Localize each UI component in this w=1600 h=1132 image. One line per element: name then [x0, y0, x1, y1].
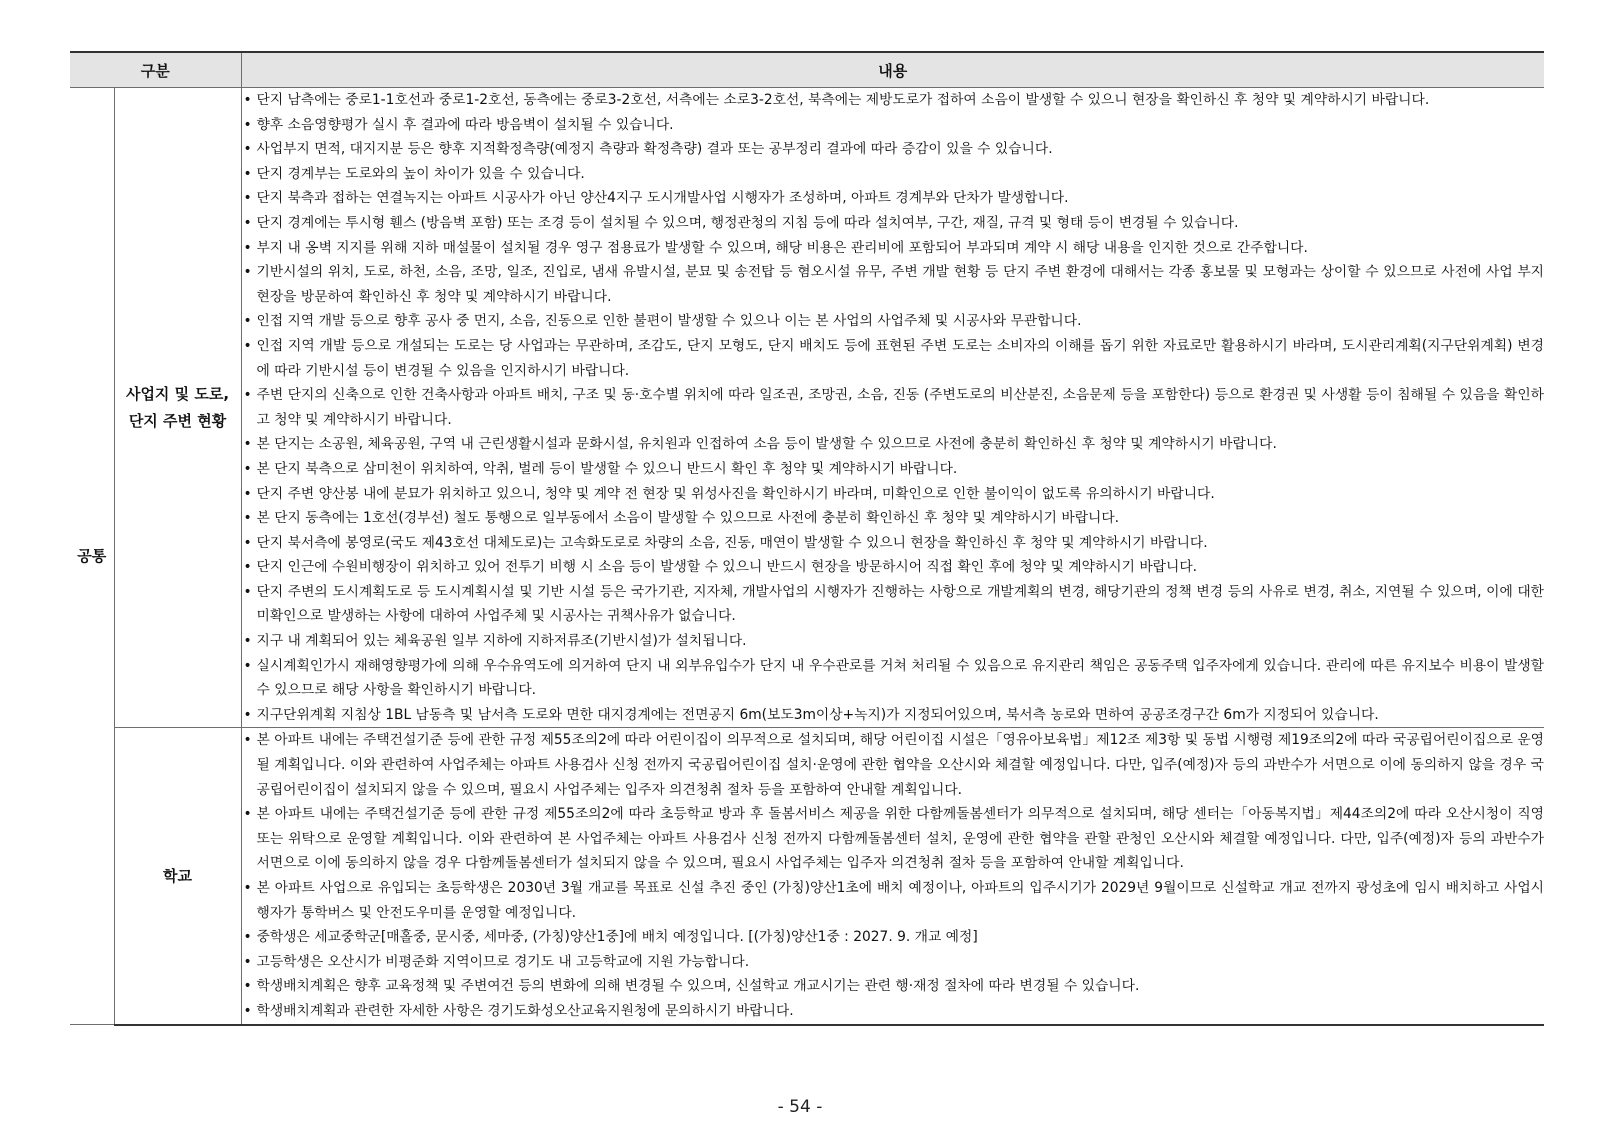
section-label-school: [114, 728, 241, 1025]
notice-item: • 기반시설의 위치, 도로, 하천, 소음, 조망, 일조, 진입로, 냄새 유발시설, 분묘 및 송전탑 등 혐오시설 유무, 주변 개발 현황 등 단지 주변 환경에 대해서는 각종 홍보물 및 모형과는 상이할 수 있으므로 사전에 사업 부지 현장을 방문하여 확인하신 후 청약 및 계약하시기 바랍니다.: [242, 260, 1545, 309]
notice-item: • 학생배치계획과 관련한 자세한 사항은 경기도화성오산교육지원청에 문의하시기 바랍니다.: [242, 999, 1545, 1024]
table-row-site: [70, 88, 1544, 728]
notice-item: • 본 단지 북측으로 삼미천이 위치하여, 악취, 벌레 등이 발생할 수 있으니 반드시 확인 후 청약 및 계약하시기 바랍니다.: [242, 457, 1545, 482]
notice-item: • 단지 경계부는 도로와의 높이 차이가 있을 수 있습니다.: [242, 162, 1545, 187]
section-label-site: [114, 88, 241, 728]
notice-item: • 지구 내 계획되어 있는 체육공원 일부 지하에 지하저류조(기반시설)가 설치됩니다.: [242, 629, 1545, 654]
common-label: 공통: [70, 88, 114, 1025]
notice-table: [70, 51, 1544, 1026]
notice-item: • 인접 지역 개발 등으로 개설되는 도로는 당 사업과는 무관하며, 조감도, 단지 모형도, 단지 배치도 등에 표현된 주변 도로는 소비자의 이해를 돕기 위한 자료로만 활용하시기 바라며, 도시관리계획(지구단위계획) 변경에 따라 기반시설 등이 변경될 수 있음을 인지하시기 바랍니다.: [242, 334, 1545, 383]
notice-item: • 본 단지는 소공원, 체육공원, 구역 내 근린생활시설과 문화시설, 유치원과 인접하여 소음 등이 발생할 수 있으므로 사전에 충분히 확인하신 후 청약 및 계약하시기 바랍니다.: [242, 432, 1545, 457]
notice-item: • 부지 내 옹벽 지지를 위해 지하 매설물이 설치될 경우 영구 점용료가 발생할 수 있으며, 해당 비용은 관리비에 포함되어 부과되며 계약 시 해당 내용을 인지한 것으로 간주합니다.: [242, 236, 1545, 261]
notice-item: • 지구단위계획 지침상 1BL 남동측 및 남서측 도로와 면한 대지경계에는 전면공지 6m(보도3m이상+녹지)가 지정되어있으며, 북서측 농로와 면하여 공공조경구간 6m가 지정되어 있습니다.: [242, 703, 1545, 728]
section-label-site-line2: 단지 주변 현황: [128, 411, 227, 430]
notice-item: • 향후 소음영향평가 실시 후 결과에 따라 방음벽이 설치될 수 있습니다.: [242, 113, 1545, 138]
table-header-row: [70, 52, 1544, 88]
notice-item: • 본 아파트 내에는 주택건설기준 등에 관한 규정 제55조의2에 따라 어린이집이 의무적으로 설치되며, 해당 어린이집 시설은「영유아보육법」제12조 제3항 및 동법 시행령 제19조의2에 따라 국공립어린이집으로 운영될 계획입니다. 이와 관련하여 사업주체는 아파트 사용검사 신청 전까지 국공립어린이집 설치·운영에 관한 협약을 오산시와 체결할 예정입니다. 다만, 입주(예정)자 등의 과반수가 서면으로 이에 동의하지 않을 경우 국공립어린이집이 설치되지 않을 수 있으며, 필요시 사업주체는 입주자 의견청취 절차 등을 포함하여 안내할 계획입니다.: [242, 728, 1545, 802]
notice-item: • 실시계획인가시 재해영향평가에 의해 우수유역도에 의거하여 단지 내 외부유입수가 단지 내 우수관로를 거쳐 처리될 수 있음으로 유지관리 책임은 공동주택 입주자에게 있습니다. 관리에 따른 유지보수 비용이 발생할 수 있으므로 해당 사항을 확인하시기 바랍니다.: [242, 654, 1545, 703]
section-label-school-line1: 학교: [163, 866, 192, 885]
notice-item: • 중학생은 세교중학군[매홀중, 문시중, 세마중, (가칭)양산1중]에 배치 예정입니다. [(가칭)양산1중 : 2027. 9. 개교 예정]: [242, 925, 1545, 950]
section-content-site: [241, 88, 1544, 728]
notice-item: • 주변 단지의 신축으로 인한 건축사항과 아파트 배치, 구조 및 동·호수별 위치에 따라 일조권, 조망권, 소음, 진동 (주변도로의 비산분진, 소음문제 등을 포함한다) 등으로 환경권 및 사생활 등이 침해될 수 있음을 확인하고 청약 및 계약하시기 바랍니다.: [242, 383, 1545, 432]
notice-item: • 단지 남측에는 중로1-1호선과 중로1-2호선, 동측에는 중로3-2호선, 서측에는 소로3-2호선, 북측에는 제방도로가 접하여 소음이 발생할 수 있으니 현장을 확인하신 후 청약 및 계약하시기 바랍니다.: [242, 88, 1545, 113]
header-content: 내용: [241, 52, 1544, 88]
header-category: 구분: [70, 52, 241, 88]
page-number: - 54 -: [777, 1097, 823, 1117]
notice-item: • 본 아파트 사업으로 유입되는 초등학생은 2030년 3월 개교를 목표로 신설 추진 중인 (가칭)양산1초에 배치 예정이나, 아파트의 입주시기가 2029년 9월이므로 신설학교 개교 전까지 광성초에 임시 배치하고 사업시행자가 통학버스 및 안전도우미를 운영할 예정입니다.: [242, 876, 1545, 925]
notice-item: • 단지 인근에 수원비행장이 위치하고 있어 전투기 비행 시 소음 등이 발생할 수 있으니 반드시 현장을 방문하시어 직접 확인 후에 청약 및 계약하시기 바랍니다.: [242, 555, 1545, 580]
notice-item: • 단지 주변 양산봉 내에 분묘가 위치하고 있으니, 청약 및 계약 전 현장 및 위성사진을 확인하시기 바라며, 미확인으로 인한 불이익이 없도록 유의하시기 바랍니다.: [242, 482, 1545, 507]
notice-item: • 인접 지역 개발 등으로 향후 공사 중 먼지, 소음, 진동으로 인한 불편이 발생할 수 있으나 이는 본 사업의 사업주체 및 시공사와 무관합니다.: [242, 309, 1545, 334]
notice-item: • 단지 경계에는 투시형 휀스 (방음벽 포함) 또는 조경 등이 설치될 수 있으며, 행정관청의 지침 등에 따라 설치여부, 구간, 재질, 규격 및 형태 등이 변경될 수 있습니다.: [242, 211, 1545, 236]
table-row-school: [70, 728, 1544, 1025]
site-notice-list: [242, 88, 1545, 727]
notice-item: • 고등학생은 오산시가 비평준화 지역이므로 경기도 내 고등학교에 지원 가능합니다.: [242, 950, 1545, 975]
notice-item: • 학생배치계획은 향후 교육정책 및 주변여건 등의 변화에 의해 변경될 수 있으며, 신설학교 개교시기는 관련 행·재정 절차에 따라 변경될 수 있습니다.: [242, 974, 1545, 999]
notice-item: • 단지 북측과 접하는 연결녹지는 아파트 시공사가 아닌 양산4지구 도시개발사업 시행자가 조성하며, 아파트 경계부와 단차가 발생합니다.: [242, 186, 1545, 211]
section-label-site-line1: 사업지 및 도로,: [125, 384, 230, 403]
notice-item: • 단지 주변의 도시계획도로 등 도시계획시설 및 기반 시설 등은 국가기관, 지자체, 개발사업의 시행자가 진행하는 사항으로 개발계획의 변경, 해당기관의 정책 변경 등의 사유로 변경, 취소, 지연될 수 있으며, 이에 대한 미확인으로 발생하는 사항에 대하여 사업주체 및 시공사는 귀책사유가 없습니다.: [242, 580, 1545, 629]
notice-item: • 본 아파트 내에는 주택건설기준 등에 관한 규정 제55조의2에 따라 초등학교 방과 후 돌봄서비스 제공을 위한 다함께돌봄센터가 의무적으로 설치되며, 해당 센터는「아동복지법」제44조의2에 따라 오산시청이 직영 또는 위탁으로 운영할 계획입니다. 이와 관련하여 본 사업주체는 아파트 사용검사 신청 전까지 다함께돌봄센터 설치, 운영에 관한 협약을 관할 관청인 오산시와 체결할 예정입니다. 다만, 입주(예정)자 등의 과반수가 서면으로 이에 동의하지 않을 경우 다함께돌봄센터가 설치되지 않을 수 있으며, 필요시 사업주체는 입주자 의견청취 절차 등을 포함하여 안내할 계획입니다.: [242, 802, 1545, 876]
notice-item: • 사업부지 면적, 대지지분 등은 향후 지적확정측량(예정지 측량과 확정측량) 결과 또는 공부정리 결과에 따라 증감이 있을 수 있습니다.: [242, 137, 1545, 162]
notice-item: • 단지 북서측에 봉영로(국도 제43호선 대체도로)는 고속화도로로 차량의 소음, 진동, 매연이 발생할 수 있으니 현장을 확인하신 후 청약 및 계약하시기 바랍니다.: [242, 531, 1545, 556]
school-notice-list: [242, 728, 1545, 1023]
notice-item: • 본 단지 동측에는 1호선(경부선) 철도 통행으로 일부동에서 소음이 발생할 수 있으므로 사전에 충분히 확인하신 후 청약 및 계약하시기 바랍니다.: [242, 506, 1545, 531]
section-content-school: [241, 728, 1544, 1025]
